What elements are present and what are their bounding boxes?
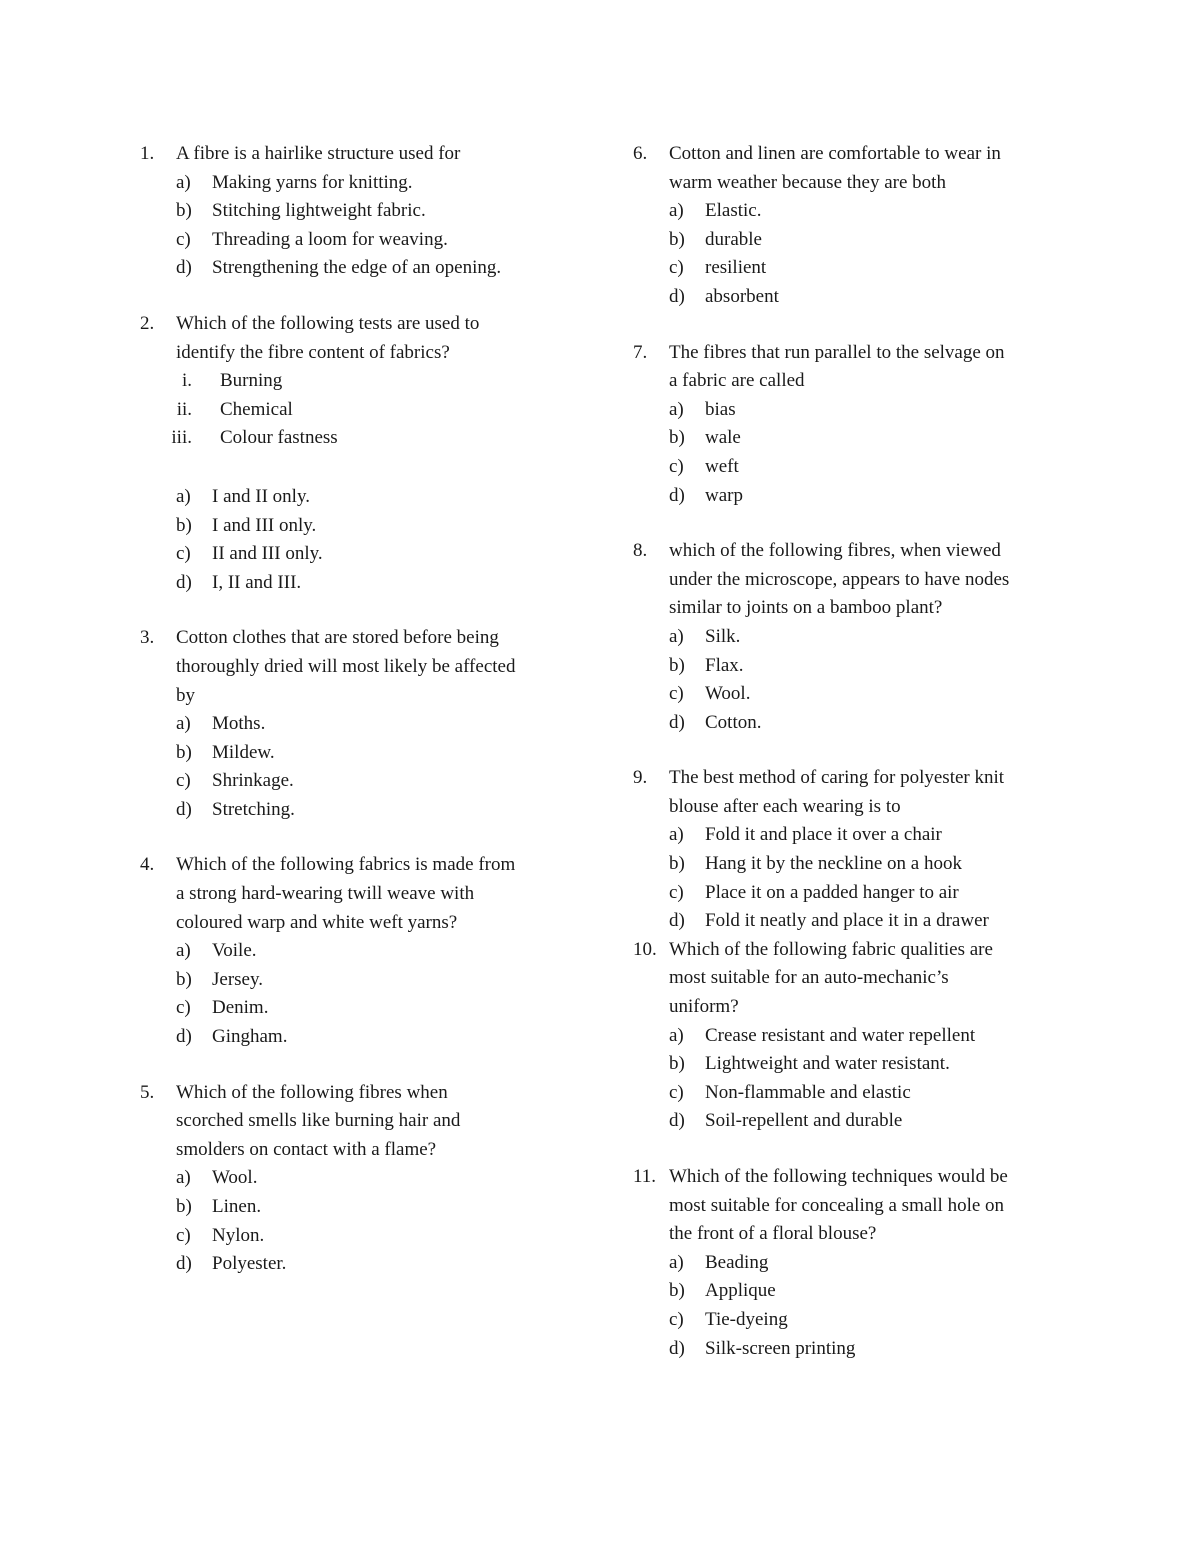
question-line — [633, 140, 1073, 169]
option-label: a) — [669, 1251, 684, 1273]
option-text: Fold it and place it over a chair — [705, 824, 942, 846]
question-line — [140, 653, 580, 682]
option-label: d) — [669, 285, 685, 307]
option-text: warp — [705, 484, 743, 506]
answer-option — [633, 226, 1073, 255]
option-text: weft — [705, 455, 739, 477]
option-label: b) — [669, 228, 685, 250]
roman-text: Chemical — [220, 398, 293, 420]
option-label: a) — [669, 824, 684, 846]
option-text: Place it on a padded hanger to air — [705, 881, 959, 903]
question-line — [633, 764, 1073, 793]
option-label: d) — [176, 257, 192, 279]
option-label: c) — [176, 228, 191, 250]
spacer — [140, 283, 580, 310]
roman-text: Burning — [220, 370, 283, 392]
question-2 — [140, 310, 580, 597]
option-text: Hang it by the neckline on a hook — [705, 853, 962, 875]
option-label: b) — [176, 1196, 192, 1217]
answer-option — [633, 1022, 1073, 1051]
option-text: Fold it neatly and place it in a drawer — [705, 910, 989, 932]
option-label: c) — [176, 543, 191, 565]
option-text: absorbent — [705, 285, 779, 307]
question-text: The best method of caring for polyester knit — [669, 767, 1005, 789]
answer-option — [140, 739, 580, 768]
option-text: Applique — [705, 1280, 776, 1302]
answer-option — [140, 540, 580, 569]
option-text: Stretching. — [212, 798, 295, 820]
question-line — [140, 1107, 580, 1136]
answer-option — [140, 1164, 580, 1193]
option-label: d) — [176, 1253, 192, 1275]
option-text: Elastic. — [705, 200, 762, 222]
question-text: Cotton clothes that are stored before being — [176, 627, 499, 649]
question-text: Which of the following fabric qualities are — [669, 938, 993, 960]
option-label: b) — [669, 1280, 685, 1302]
question-text: blouse after each wearing is to — [669, 795, 901, 817]
option-label: a) — [176, 171, 191, 193]
option-text: Silk. — [705, 625, 741, 647]
question-number — [140, 1136, 176, 1165]
answer-option — [140, 966, 580, 995]
option-label: d) — [176, 571, 192, 593]
option-label: a) — [669, 625, 684, 647]
option-text: Shrinkage. — [212, 770, 294, 792]
question-line — [633, 1163, 1073, 1192]
question-line — [140, 140, 580, 169]
question-number — [633, 169, 669, 198]
question-text: The fibres that run parallel to the selvage on — [669, 341, 1005, 363]
option-label: b) — [669, 654, 685, 676]
option-label: c) — [669, 455, 684, 477]
roman-item — [140, 424, 580, 453]
option-text: wale — [705, 427, 741, 449]
option-text: Threading a loom for weaving. — [212, 228, 448, 250]
answer-option — [633, 453, 1073, 482]
question-line — [633, 936, 1073, 965]
answer-option — [140, 796, 580, 825]
option-label: d) — [669, 484, 685, 506]
option-label: c) — [669, 257, 684, 279]
option-text: Flax. — [705, 654, 744, 676]
option-label: b) — [669, 853, 685, 875]
question-number — [633, 993, 669, 1022]
spacer — [140, 824, 580, 851]
spacer — [633, 1136, 1073, 1163]
question-number: 2. — [140, 312, 155, 334]
question-line — [633, 993, 1073, 1022]
question-line — [633, 964, 1073, 993]
question-line — [140, 339, 580, 368]
answer-option — [140, 483, 580, 512]
option-label: d) — [669, 1110, 685, 1132]
option-text: Strengthening the edge of an opening. — [212, 257, 502, 279]
spacer — [633, 737, 1073, 764]
answer-option — [140, 937, 580, 966]
question-number — [140, 339, 176, 368]
question-9 — [633, 764, 1073, 936]
option-text: Silk-screen printing — [705, 1337, 856, 1359]
roman-label: ii. — [176, 398, 192, 420]
question-line — [140, 682, 580, 711]
question-number: 9. — [633, 767, 648, 789]
question-number — [140, 682, 176, 711]
question-line — [633, 594, 1073, 623]
question-number — [633, 964, 669, 993]
option-label: c) — [176, 997, 191, 1019]
question-text: most suitable for an auto-mechanic’s — [669, 967, 949, 989]
question-text: uniform? — [669, 996, 739, 1018]
option-label: a) — [176, 1167, 191, 1189]
question-text: A fibre is a hairlike structure used for — [176, 143, 461, 164]
answer-option — [633, 623, 1073, 652]
answer-option — [140, 254, 580, 283]
question-text: smolders on contact with a flame? — [176, 1138, 437, 1160]
option-text: durable — [705, 228, 762, 250]
answer-option — [140, 226, 580, 255]
answer-option — [140, 1023, 580, 1052]
question-text: a fabric are called — [669, 370, 805, 392]
option-text: resilient — [705, 257, 767, 279]
left-column — [140, 140, 580, 1279]
answer-option — [140, 512, 580, 541]
spacer — [140, 597, 580, 624]
question-text: the front of a floral blouse? — [669, 1223, 877, 1245]
option-label: a) — [176, 485, 191, 507]
option-label: c) — [176, 1224, 191, 1246]
question-number: 3. — [140, 627, 155, 649]
question-number — [633, 566, 669, 595]
option-label: b) — [669, 427, 685, 449]
question-number — [633, 793, 669, 822]
answer-option — [140, 197, 580, 226]
question-line — [633, 339, 1073, 368]
answer-option — [633, 652, 1073, 681]
question-text: under the microscope, appears to have nodes — [669, 568, 1010, 590]
option-label: d) — [176, 798, 192, 820]
answer-option — [140, 710, 580, 739]
option-text: Crease resistant and water repellent — [705, 1024, 976, 1046]
option-text: Denim. — [212, 997, 269, 1019]
answer-option — [140, 169, 580, 198]
option-label: c) — [176, 770, 191, 792]
option-text: II and III only. — [212, 543, 323, 565]
option-label: a) — [669, 200, 684, 222]
question-line — [140, 624, 580, 653]
option-text: Polyester. — [212, 1253, 287, 1275]
spacer — [633, 312, 1073, 339]
option-label: b) — [176, 741, 192, 763]
question-3 — [140, 624, 580, 824]
question-text: Which of the following tests are used to — [176, 312, 480, 334]
option-text: bias — [705, 398, 736, 420]
question-6 — [633, 140, 1073, 312]
answer-option — [633, 1249, 1073, 1278]
option-label: c) — [669, 1308, 684, 1330]
option-text: Tie-dyeing — [705, 1308, 788, 1330]
option-text: Lightweight and water resistant. — [705, 1053, 950, 1075]
answer-option — [140, 1222, 580, 1251]
question-number: 6. — [633, 143, 648, 164]
question-line — [140, 310, 580, 339]
question-number: 1. — [140, 143, 155, 164]
question-10 — [633, 936, 1073, 1136]
option-text: Nylon. — [212, 1224, 265, 1246]
option-label: a) — [669, 398, 684, 420]
option-text: I, II and III. — [212, 571, 302, 593]
question-line — [633, 367, 1073, 396]
question-line — [140, 1079, 580, 1108]
spacer — [140, 453, 580, 483]
question-text: by — [176, 684, 195, 706]
answer-option — [633, 850, 1073, 879]
roman-label: i. — [181, 370, 192, 392]
question-line — [140, 1136, 580, 1165]
answer-option — [633, 1079, 1073, 1108]
question-number — [140, 1107, 176, 1136]
question-number — [633, 1192, 669, 1221]
answer-option — [633, 1306, 1073, 1335]
question-5 — [140, 1079, 580, 1279]
question-text: scorched smells like burning hair and — [176, 1110, 461, 1132]
question-line — [140, 909, 580, 938]
question-text: coloured warp and white weft yarns? — [176, 911, 458, 933]
answer-option — [140, 569, 580, 598]
question-number — [633, 1220, 669, 1249]
question-1 — [140, 140, 580, 283]
answer-option — [633, 283, 1073, 312]
roman-item — [140, 367, 580, 396]
answer-option — [633, 254, 1073, 283]
option-label: c) — [669, 1081, 684, 1103]
question-text: a strong hard-wearing twill weave with — [176, 883, 475, 905]
question-number: 4. — [140, 854, 155, 876]
option-label: d) — [669, 1337, 685, 1359]
question-text: thoroughly dried will most likely be affected — [176, 655, 516, 677]
option-label: b) — [176, 514, 192, 536]
option-text: Cotton. — [705, 711, 762, 733]
question-11 — [633, 1163, 1073, 1363]
answer-option — [140, 1193, 580, 1222]
answer-option — [633, 482, 1073, 511]
question-number — [633, 594, 669, 623]
answer-option — [633, 879, 1073, 908]
option-text: Wool. — [212, 1167, 258, 1189]
option-label: d) — [669, 711, 685, 733]
question-7 — [633, 339, 1073, 511]
answer-option — [633, 1107, 1073, 1136]
option-label: d) — [176, 1026, 192, 1048]
option-text: Stitching lightweight fabric. — [212, 200, 426, 222]
option-text: Moths. — [212, 713, 266, 735]
spacer — [140, 1052, 580, 1079]
question-line — [633, 793, 1073, 822]
option-label: a) — [176, 940, 191, 962]
question-number: 10. — [633, 938, 657, 960]
option-label: d) — [669, 910, 685, 932]
answer-option — [633, 1050, 1073, 1079]
option-text: Mildew. — [212, 741, 275, 763]
roman-item — [140, 396, 580, 425]
question-8 — [633, 537, 1073, 737]
roman-label: iii. — [171, 427, 192, 449]
question-number — [140, 653, 176, 682]
answer-option — [140, 994, 580, 1023]
question-text: Which of the following fabrics is made from — [176, 854, 516, 876]
answer-option — [633, 680, 1073, 709]
question-line — [633, 537, 1073, 566]
answer-option — [633, 821, 1073, 850]
question-line — [633, 1220, 1073, 1249]
option-label: c) — [669, 683, 684, 705]
option-label: c) — [669, 881, 684, 903]
question-text: identify the fibre content of fabrics? — [176, 341, 450, 363]
question-text: Which of the following fibres when — [176, 1081, 448, 1103]
option-label: b) — [669, 1053, 685, 1075]
option-text: I and II only. — [212, 485, 310, 507]
question-number: 7. — [633, 341, 648, 363]
option-label: a) — [669, 1024, 684, 1046]
option-label: a) — [176, 713, 191, 735]
answer-option — [633, 1335, 1073, 1364]
answer-option — [140, 1250, 580, 1279]
answer-option — [633, 1277, 1073, 1306]
question-text: most suitable for concealing a small hole on — [669, 1194, 1005, 1216]
question-text: similar to joints on a bamboo plant? — [669, 597, 943, 619]
answer-option — [633, 907, 1073, 936]
option-text: Non-flammable and elastic — [705, 1081, 911, 1103]
option-label: b) — [176, 968, 192, 990]
question-text: Which of the following techniques would be — [669, 1166, 1008, 1187]
question-number: 8. — [633, 540, 648, 562]
option-text: Wool. — [705, 683, 751, 705]
option-text: Voile. — [212, 940, 257, 962]
option-text: Making yarns for knitting. — [212, 171, 413, 193]
option-text: Linen. — [212, 1196, 262, 1217]
question-4 — [140, 851, 580, 1051]
question-number: 5. — [140, 1081, 155, 1103]
option-text: Beading — [705, 1251, 769, 1273]
answer-option — [633, 197, 1073, 226]
option-text: Soil-repellent and durable — [705, 1110, 903, 1132]
option-text: Jersey. — [212, 968, 263, 990]
question-line — [633, 1192, 1073, 1221]
roman-text: Colour fastness — [220, 427, 338, 449]
question-line — [633, 169, 1073, 198]
answer-option — [633, 709, 1073, 738]
question-number: 11. — [633, 1166, 657, 1187]
answer-option — [140, 767, 580, 796]
question-number — [633, 367, 669, 396]
question-text: Cotton and linen are comfortable to wear in — [669, 143, 1001, 164]
spacer — [633, 510, 1073, 537]
right-column — [633, 140, 1073, 1363]
option-text: Gingham. — [212, 1026, 288, 1048]
answer-option — [633, 424, 1073, 453]
option-label: b) — [176, 200, 192, 222]
question-line — [140, 851, 580, 880]
question-text: which of the following fibres, when viewed — [669, 540, 1001, 562]
question-line — [633, 566, 1073, 595]
question-text: warm weather because they are both — [669, 171, 946, 193]
answer-option — [633, 396, 1073, 425]
option-text: I and III only. — [212, 514, 317, 536]
question-number — [140, 880, 176, 909]
question-number — [140, 909, 176, 938]
question-line — [140, 880, 580, 909]
